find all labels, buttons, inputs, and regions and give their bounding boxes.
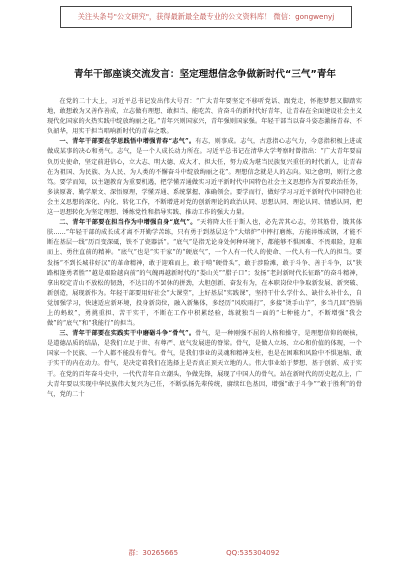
- paragraph-section-2: [47, 218, 362, 329]
- footer-qq-group: 群：30265665: [128, 549, 179, 557]
- paragraph-heading: 一、青年干部要在学思践悟中增强青春“志气”。: [59, 138, 196, 146]
- page-title: 青年干部座谈交流发言：坚定理想信念争做新时代“三气”青年: [73, 69, 337, 80]
- article-body: [47, 97, 362, 400]
- paragraph-text: 骨气，是一种刚强不屈的人格和操守，是理想信仰的硬核，是道德品质的结晶，是我们立足于世、有尊严、底气发展进的脊梁。骨气，是做人立场、立心和价值的体现，一个国家一个民族、一个人都不能没有骨气。骨气，是我们事业的灵魂和精神支柱，也是在困难和风险中不惧退缩、敢于实干的内在动力。骨气，是决定着我们在选择上是否真正顶天立地的人。伟大事业始于梦想、基于创新、成于实干。在党的百年奋斗史中，一代代青年自立潮头，争做先锋，展现了中国人的骨气。站在新时代的历史起点上，广大青年要以实现中华民族伟大复兴为己任，不断弘扬先辈传统，赓续红色基因，增强“敢于斗争”“敢于胜利”的骨气，党的二十: [47, 330, 362, 398]
- paragraph-intro: [47, 97, 362, 137]
- footer-qq: QQ:535304092: [226, 549, 280, 557]
- footer-contact: [0, 548, 408, 558]
- promo-banner: 关注头条号"公文研究"，获得最新最全最专业的公文资料库！ 微信：gongwenyj: [60, 6, 352, 28]
- paragraph-text: 有志，则事成。志气，古意指心志气力，今意指积极上进或做成某事的决心和勇气。志气，是一个人成长动力所在。习近平总书记在清华大学考察时曾指出：“广大青年要肩负历史使命，坚定前进信心，立大志、明大德、成大才、担大任，努力成为堪当民族复兴重任的时代新人，让青春在为祖国、为民族、为人民、为人类的不懈奋斗中绽放绚丽之花”。理想信念就是人的志向。知之愈明，则行之愈笃。要学而知，以主题教育为重要机遇，把学懂弄通做实习近平新时代中国特色社会主义思想作为首要政治任务，多读原著、勤学原文、深悟原理，学懂弄通、系统掌握、准确领会。要学而行，做好学习习近平新时代中国特色社会主义思想的深化、内化、转化工作，不断增进对党的创新理论的政治认同、思想认同、理论认同、情感认同，把这一思想转化为坚定理想、锤炼党性和指导实践、推动工作的强大力量。: [47, 138, 362, 217]
- paragraph-section-1: [47, 137, 362, 218]
- paragraph-section-3: [47, 329, 362, 400]
- paragraph-heading: 二、青年干部要在担当作为中增强自身“底气”。: [59, 219, 197, 227]
- paragraph-text: 在党的二十大上，习近平总书记发出伟大号召：“广大青年要坚定不移听党话、跟党走，怀抱梦想又脚踏实地，敢想敢为又善作善成，立志做有理想、敢担当、能吃苦、肯奋斗的新时代好青年，让青春在全面建设社会主义现代化国家的火热实践中绽放绚丽之花。”青年兴则国家兴，青年强则国家强。年轻干部当以奋斗姿态激扬青春、不负韶华，用实干担当唱响新时代的青春之歌。: [47, 98, 362, 136]
- paragraph-heading: 三、青年干部要在实践实干中磨砺斗争“骨气”。: [59, 330, 196, 338]
- paragraph-text: “天将降大任于斯人也，必先苦其心志，劳其筋骨，饿其体肤……”年轻干部的成长成才离不开勤学苦练，只有勇于到基层这个“大熔炉”中摔打磨炼，方能淬炼成钢，才能不断在基层一线“历百变深砥，铁不了瓷器活”。“底气”是指无论身处何种环境下，都能够不惧困难、不畏艰险，迎难而上、勇往直前的精神。“底气”也是“实干家”的“硬底气”，一个人有一代人的使命、一代人有一代人的担当。要发扬“不到长城非好汉”的革命精神，敢于迎难而上，敢于啃“硬骨头”，敢于涉险滩，敢于斗争、善于斗争，以“狭路相逢勇者胜”“越是艰险越向前”的气魄再越新时代的“娄山关”“腊子口”；发扬“老封新时代长征路”的奋斗精神，拿出咬定青山不放松的韧劲，不达目的不罢休的拼劲，大胆创新、奋发有为，在本职岗位中争取新发展、新突破、新创造，展现新作为。年轻干部要用好社会“大课堂”，上好基层“实践课”，坚持干什么学什么、缺什么补什么，自觉加强学习，快速适应新环境，投身新岗位，融入新集体，多经历“风吹雨打”，多接“烫手山芋”，多当几回“热锅上的蚂蚁”，勇挑重担、苦干实干，不断在工作中积累经验，练就独当一面的“七种能力”，不断增强“我会做”的“底气”和“我能行”的担当。: [47, 219, 362, 328]
